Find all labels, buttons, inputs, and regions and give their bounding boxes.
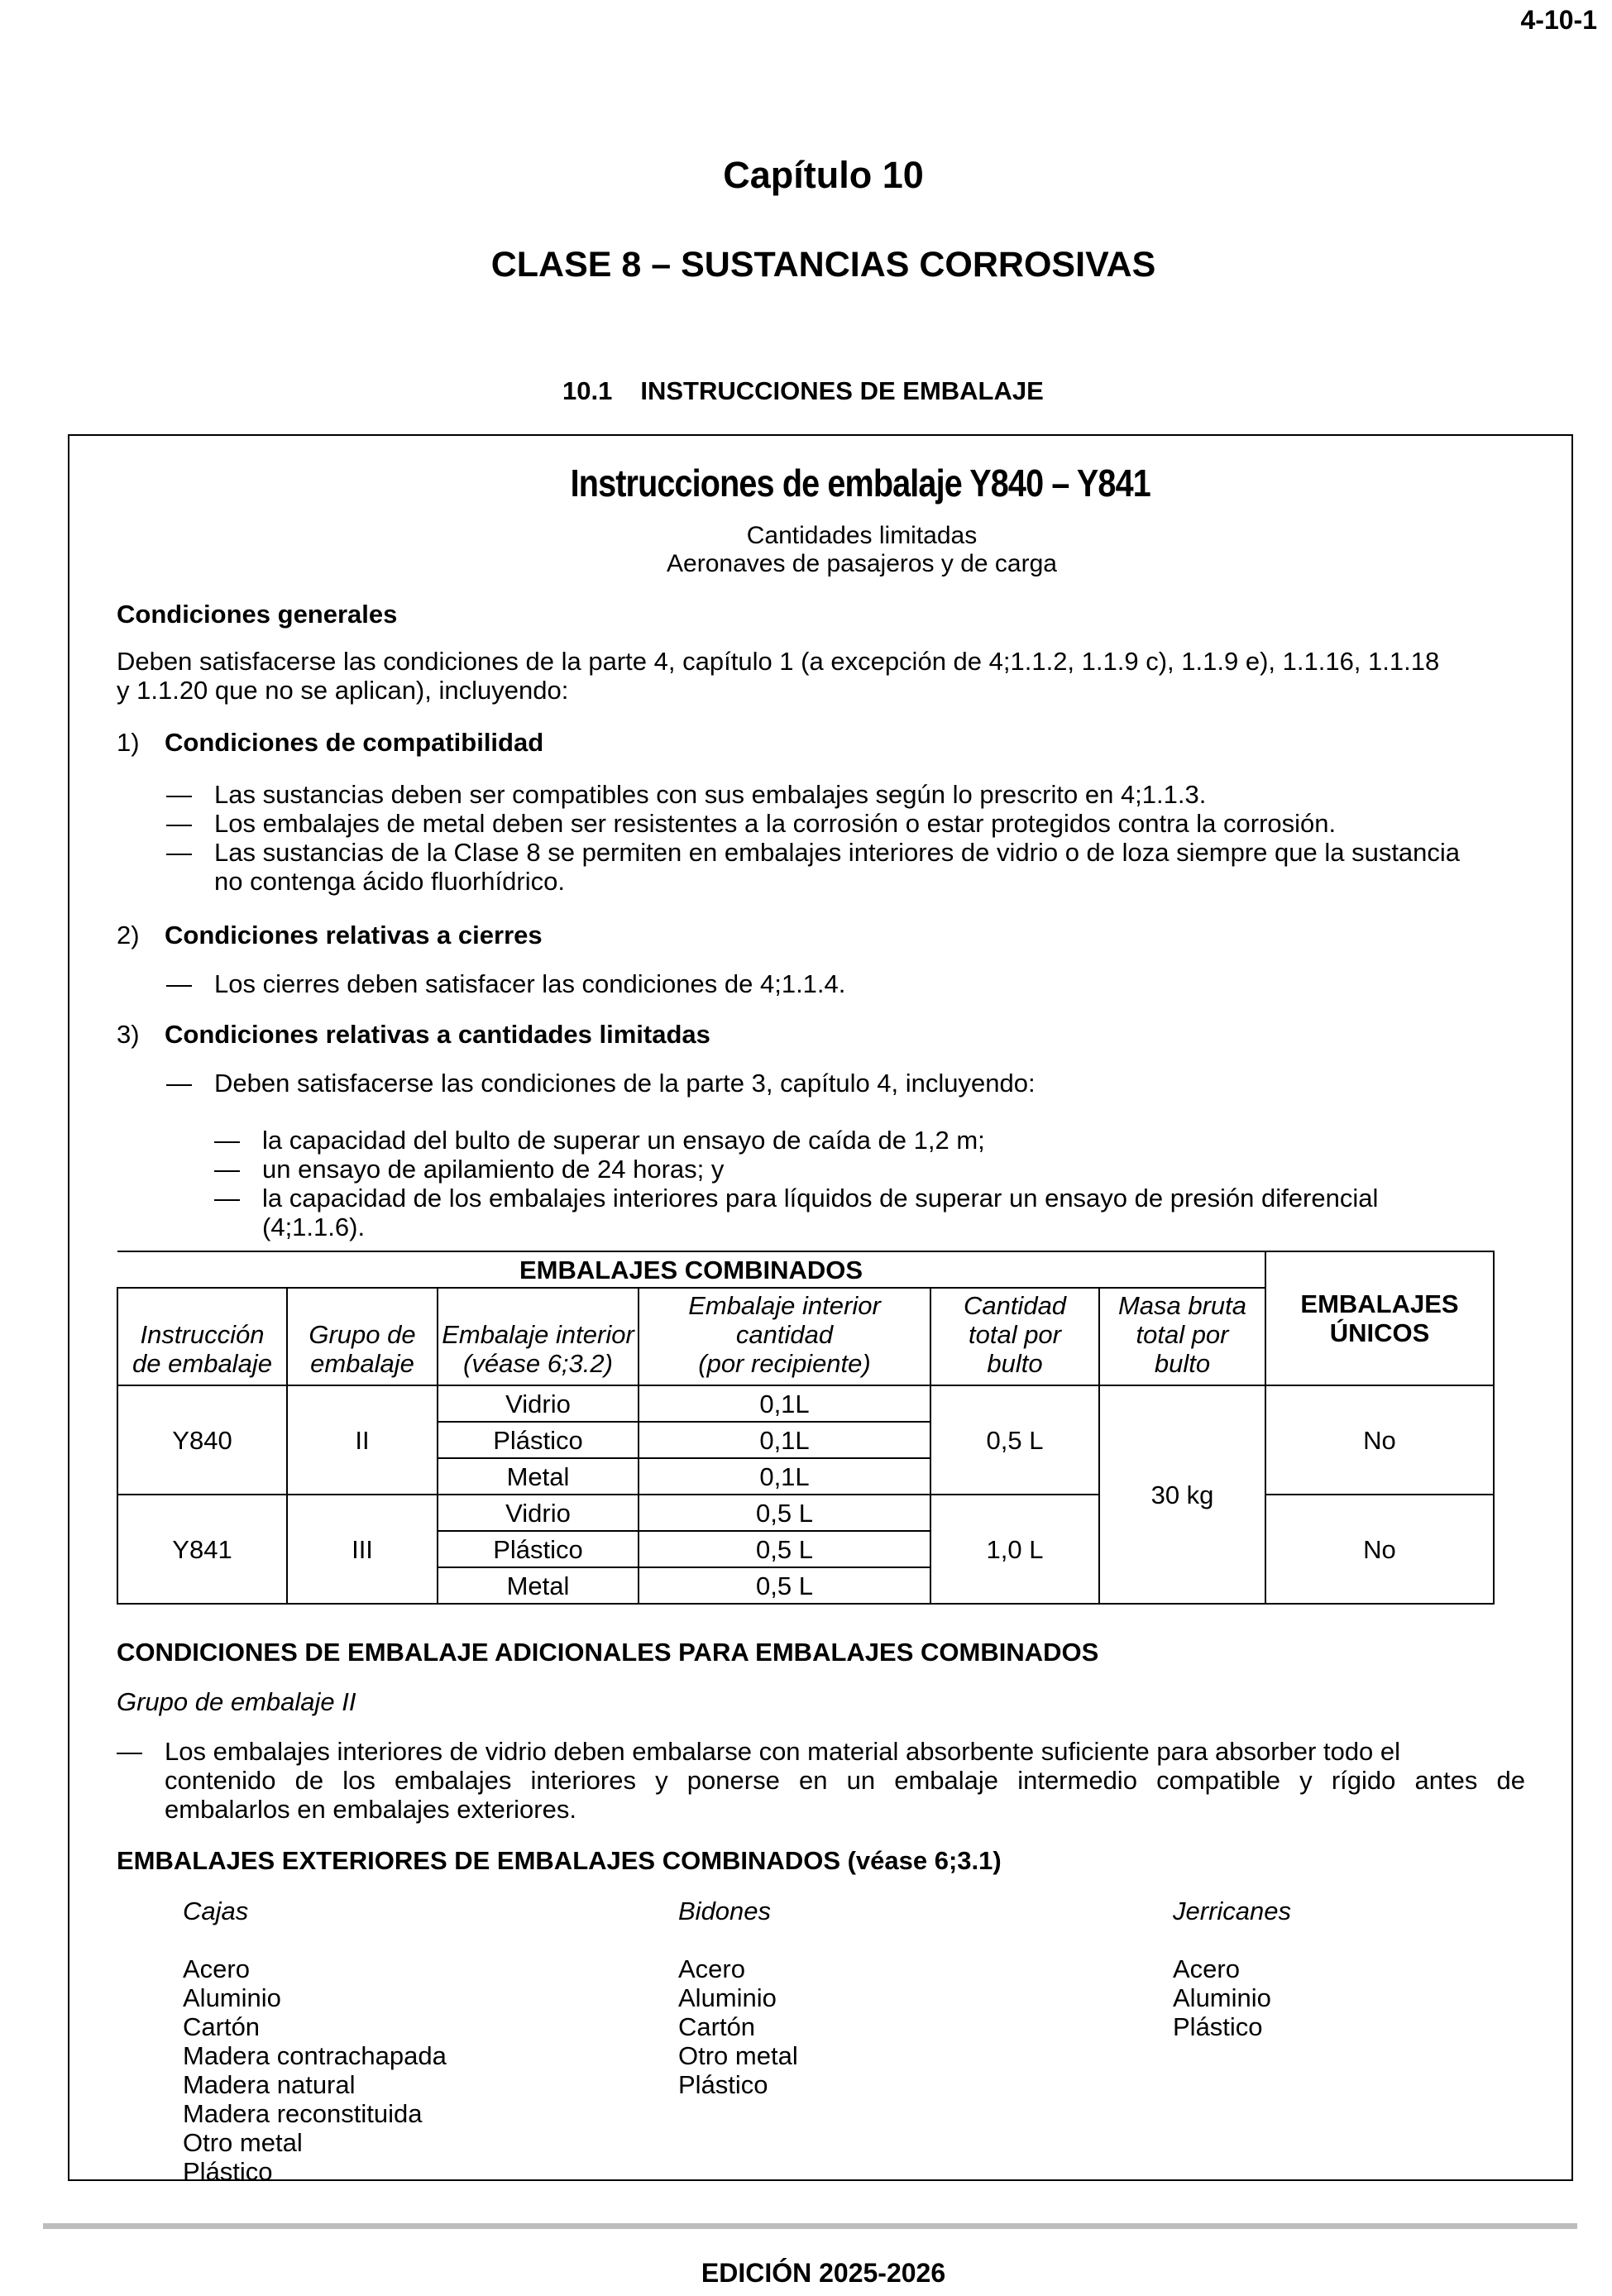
section-heading: [562, 376, 1044, 406]
condition-3-subitem-2: — un ensayo de apilamiento de 24 horas; y: [214, 1155, 725, 1184]
instruction-title: Instrucciones de embalaje Y840 – Y841: [570, 462, 1150, 505]
cell-instruction-y841: Y841: [117, 1495, 287, 1604]
condition-1-heading: [117, 728, 543, 757]
cell-group-iii: III: [287, 1495, 438, 1604]
list-item: Aluminio: [183, 1983, 281, 2012]
col-header-gross-mass: Masa bruta total por bulto: [1099, 1288, 1265, 1385]
cell-total-y841: 1,0 L: [930, 1495, 1099, 1604]
list-item: Madera natural: [183, 2070, 356, 2099]
packing-instruction-box: [68, 434, 1573, 2186]
list-item: Madera contrachapada: [183, 2041, 447, 2070]
condition-3-title: Condiciones relativas a cantidades limitadas: [165, 1020, 710, 1049]
page-number: 4-10-1: [1520, 5, 1597, 35]
dash-bullet: —: [166, 809, 192, 838]
dash-bullet: —: [214, 1155, 240, 1184]
condition-3-subitem-1: — la capacidad del bulto de superar un ensayo de caída de 1,2 m;: [214, 1126, 985, 1155]
single-packagings-header: EMBALAJES ÚNICOS: [1265, 1251, 1494, 1385]
class-title: CLASE 8 – SUSTANCIAS CORROSIVAS: [490, 245, 1156, 285]
packing-group-label: Grupo de embalaje II: [117, 1687, 356, 1716]
instruction-subtitle-aircraft: Aeronaves de pasajeros y de carga: [667, 550, 1057, 577]
table-row: [117, 1385, 1494, 1422]
cell-qty: 0,5 L: [639, 1531, 930, 1567]
cell-qty: 0,1L: [639, 1385, 930, 1422]
dash-bullet: —: [214, 1184, 240, 1213]
cell-single-y841: No: [1265, 1495, 1494, 1604]
cell-inner: Vidrio: [438, 1385, 639, 1422]
cell-instruction-y840: Y840: [117, 1385, 287, 1495]
cell-inner: Plástico: [438, 1422, 639, 1458]
cell-group-ii: II: [287, 1385, 438, 1495]
condition-3-subitem-3-continued: (4;1.1.6).: [262, 1213, 366, 1241]
list-item: Otro metal: [678, 2041, 798, 2070]
cell-gross-mass: 30 kg: [1099, 1385, 1265, 1604]
additional-text-line-3: embalarlos en embalajes exteriores.: [165, 1795, 576, 1824]
condition-1-number: 1): [117, 728, 140, 757]
outer-column-drums: [678, 1897, 798, 2099]
list-item: Madera reconstituida: [183, 2099, 423, 2128]
list-item: Acero: [678, 1954, 745, 1983]
condition-1-item-1: — Las sustancias deben ser compatibles con sus embalajes según lo prescrito en 4;1.1.3.: [166, 780, 1207, 809]
list-item: Acero: [1173, 1954, 1240, 1983]
condition-3-item-1: — Deben satisfacerse las condiciones de la parte 3, capítulo 4, incluyendo:: [166, 1069, 1036, 1098]
list-item: Plástico: [1173, 2012, 1263, 2041]
additional-text-line-2: contenido de los embalajes interiores y ponerse en un embalaje intermedio compatible y rígido antes de: [165, 1766, 1525, 1795]
general-conditions-heading: Condiciones generales: [117, 600, 398, 629]
additional-conditions-heading: CONDICIONES DE EMBALAJE ADICIONALES PARA EMBALAJES COMBINADOS: [117, 1638, 1099, 1667]
list-item: Acero: [183, 1954, 250, 1983]
cell-total-y840: 0,5 L: [930, 1385, 1099, 1495]
list-item: Plástico: [183, 2157, 273, 2186]
list-item: Plástico: [678, 2070, 768, 2099]
cell-qty: 0,1L: [639, 1458, 930, 1495]
table-row: [117, 1495, 1494, 1531]
condition-1-item-2: — Los embalajes de metal deben ser resistentes a la corrosión o estar protegidos contra la corrosión.: [166, 809, 1337, 838]
general-intro-line-2: y 1.1.20 que no se aplican), incluyendo:: [117, 676, 569, 705]
list-item: Aluminio: [1173, 1983, 1271, 2012]
additional-text-line-1: — Los embalajes interiores de vidrio deben embalarse con material absorbente suficiente para absorber todo el: [117, 1737, 1401, 1766]
edition-footer: EDICIÓN 2025-2026: [701, 2258, 946, 2288]
condition-3-number: 3): [117, 1020, 140, 1049]
col-header-group: Grupo de embalaje: [287, 1288, 438, 1385]
dash-bullet: —: [117, 1737, 142, 1766]
outer-column-boxes: [183, 1897, 447, 2186]
col-header-inner-quantity: Embalaje interior cantidad (por recipiente): [639, 1288, 930, 1385]
col-header-inner-packaging: Embalaje interior (véase 6;3.2): [438, 1288, 639, 1385]
cell-inner: Metal: [438, 1458, 639, 1495]
footer-rule: [43, 2223, 1577, 2229]
condition-2-item-1: — Los cierres deben satisfacer las condiciones de 4;1.1.4.: [166, 969, 846, 998]
dash-bullet: —: [166, 969, 192, 998]
section-title: INSTRUCCIONES DE EMBALAJE: [640, 376, 1044, 405]
general-intro-line-1: Deben satisfacerse las condiciones de la parte 4, capítulo 1 (a excepción de 4;1.1.2, 1.1.9 c), 1.1.9 e), 1.1.16, 1.1.18: [117, 647, 1440, 676]
cell-qty: 0,5 L: [639, 1495, 930, 1531]
col-header-total-quantity: Cantidad total por bulto: [930, 1288, 1099, 1385]
chapter-title: Capítulo 10: [723, 154, 924, 196]
cell-qty: 0,1L: [639, 1422, 930, 1458]
section-number: 10.1: [562, 376, 613, 405]
condition-3-heading: [117, 1020, 710, 1049]
condition-2-number: 2): [117, 921, 140, 949]
cell-inner: Vidrio: [438, 1495, 639, 1531]
condition-1-title: Condiciones de compatibilidad: [165, 728, 544, 757]
list-item: Cartón: [183, 2012, 261, 2041]
condition-1-item-3: — Las sustancias de la Clase 8 se permiten en embalajes interiores de vidrio o de loza siempre que la sustancia: [166, 838, 1461, 867]
dash-bullet: —: [166, 780, 192, 809]
col-header-instruction: Instrucción de embalaje: [117, 1288, 287, 1385]
list-item: Cartón: [678, 2012, 756, 2041]
condition-2-heading: [117, 921, 543, 949]
dash-bullet: —: [166, 838, 192, 867]
condition-2-title: Condiciones relativas a cierres: [165, 921, 543, 949]
condition-1-item-3-continued: no contenga ácido fluorhídrico.: [214, 867, 565, 896]
condition-3-subitem-3: — la capacidad de los embalajes interiores para líquidos de superar un ensayo de presión diferencial: [214, 1184, 1379, 1213]
outer-column-title: Jerricanes: [1173, 1897, 1291, 1925]
cell-qty: 0,5 L: [639, 1567, 930, 1604]
outer-column-title: Bidones: [678, 1897, 772, 1925]
instruction-subtitle-limited: Cantidades limitadas: [746, 522, 978, 549]
list-item: Aluminio: [678, 1983, 777, 2012]
list-item: Otro metal: [183, 2128, 303, 2157]
cell-inner: Metal: [438, 1567, 639, 1604]
cell-inner: Plástico: [438, 1531, 639, 1567]
dash-bullet: —: [214, 1126, 240, 1155]
outer-column-jerricans: [1173, 1897, 1291, 2041]
combined-packagings-header: EMBALAJES COMBINADOS: [117, 1251, 1265, 1288]
packaging-table: [117, 1251, 1495, 1605]
outer-packagings-heading: EMBALAJES EXTERIORES DE EMBALAJES COMBINADOS (véase 6;3.1): [117, 1846, 1002, 1875]
cell-single-y840: No: [1265, 1385, 1494, 1495]
outer-column-title: Cajas: [183, 1897, 249, 1925]
dash-bullet: —: [166, 1069, 192, 1098]
